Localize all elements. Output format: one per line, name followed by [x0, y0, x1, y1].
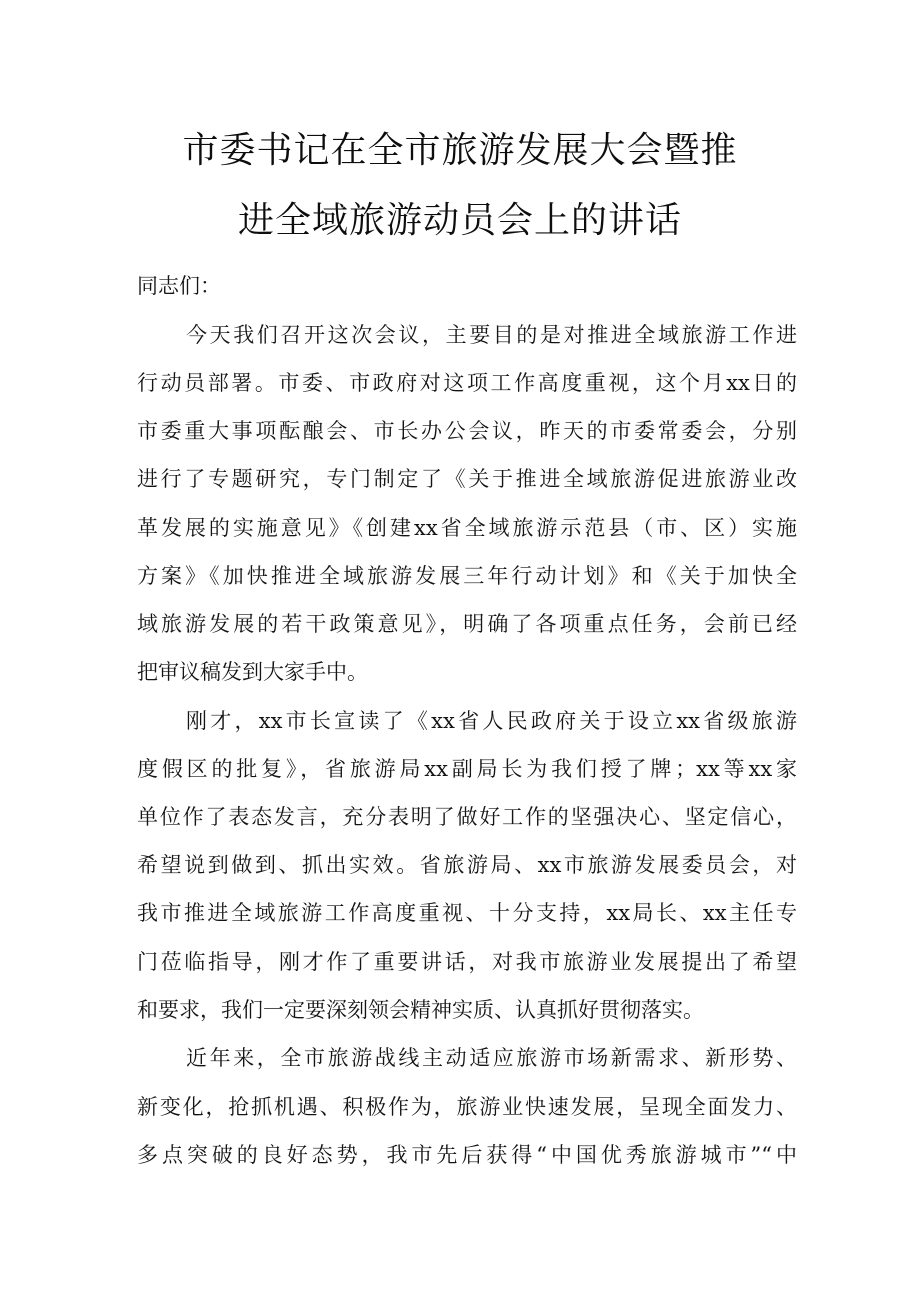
paragraph-2-line: 我市推进全域旅游工作高度重视、十分支持，xx局长、xx主任专	[137, 901, 797, 925]
paragraph-3-line: 近年来，全市旅游战线主动适应旅游市场新需求、新形势、	[186, 1046, 797, 1070]
paragraph-3-line: 新变化，抢抓机遇、积极作为，旅游业快速发展，呈现全面发力、	[137, 1095, 797, 1119]
paragraph-1-line: 把审议稿发到大家手中。	[137, 660, 368, 684]
paragraph-1-line: 革发展的实施意见》《创建xx省全域旅游示范县（市、区）实施	[137, 516, 797, 540]
paragraph-1-line: 市委重大事项酝酿会、市长办公会议，昨天的市委常委会，分别	[137, 419, 797, 443]
document-title-line-2: 进全域旅游动员会上的讲话	[237, 200, 682, 241]
paragraph-1-line: 方案》《加快推进全域旅游发展三年行动计划》和《关于加快全	[137, 564, 797, 588]
paragraph-2-line: 门莅临指导，刚才作了重要讲话，对我市旅游业发展提出了希望	[137, 950, 797, 974]
paragraph-2-line: 度假区的批复》，省旅游局xx副局长为我们授了牌；xx等xx家	[137, 757, 797, 781]
paragraph-2-line: 刚才，xx市长宣读了《xx省人民政府关于设立xx省级旅游	[186, 709, 797, 733]
paragraph-1-line: 行动员部署。市委、市政府对这项工作高度重视，这个月xx日的	[137, 371, 797, 395]
paragraph-2-line: 单位作了表态发言，充分表明了做好工作的坚强决心、坚定信心，	[137, 805, 797, 829]
paragraph-1-line: 域旅游发展的若干政策意见》，明确了各项重点任务，会前已经	[137, 612, 797, 636]
document-title-line-1: 市委书记在全市旅游发展大会暨推	[182, 130, 738, 171]
paragraph-2-line: 和要求，我们一定要深刻领会精神实质、认真抓好贯彻落实。	[137, 998, 704, 1022]
paragraph-1-line: 今天我们召开这次会议，主要目的是对推进全域旅游工作进	[186, 323, 797, 347]
paragraph-1-line: 进行了专题研究，专门制定了《关于推进全域旅游促进旅游业改	[137, 467, 797, 491]
salutation: 同志们：	[137, 274, 221, 298]
paragraph-2-line: 希望说到做到、抓出实效。省旅游局、xx市旅游发展委员会，对	[137, 853, 797, 877]
paragraph-3-line: 多点突破的良好态势，我市先后获得“中国优秀旅游城市”“中	[137, 1143, 797, 1167]
